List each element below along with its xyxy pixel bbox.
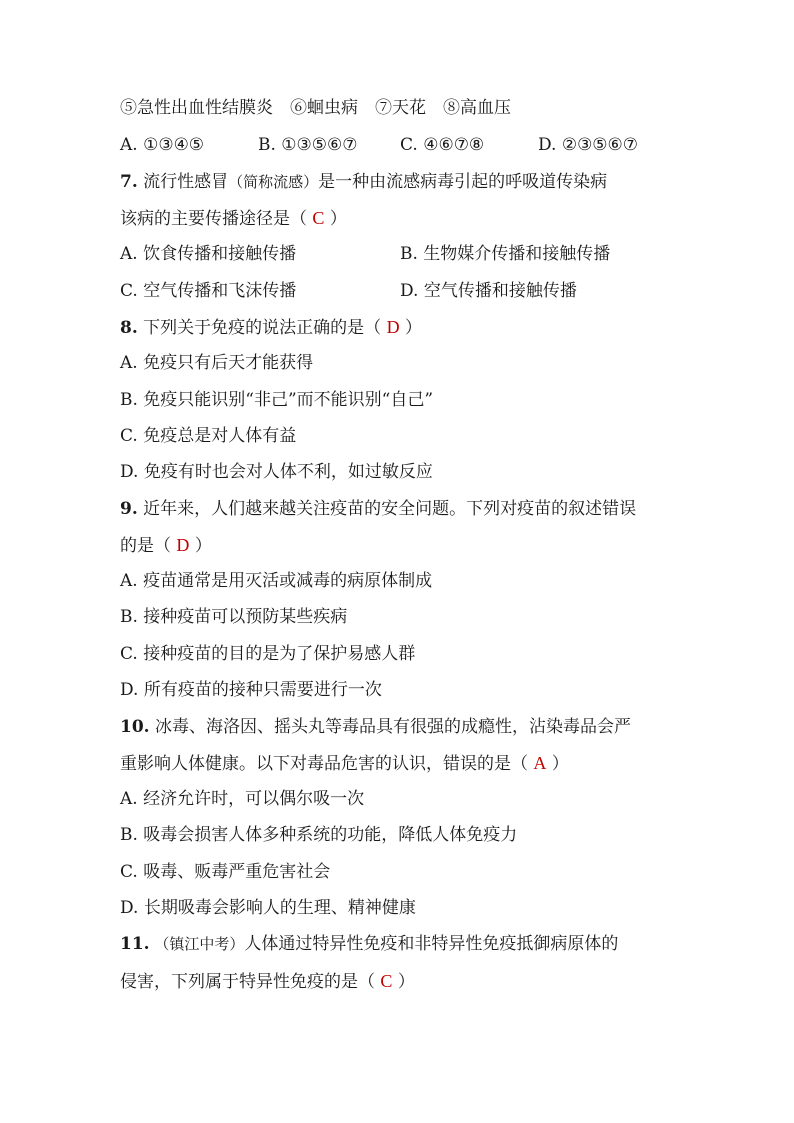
q7-option-d: D. 空气传播和接触传播 xyxy=(400,281,577,301)
q7-stem-line2 xyxy=(120,207,347,230)
q9-stem-line1-text: 近年来，人们越来越关注疫苗的安全问题。下列对疫苗的叙述错误 xyxy=(137,499,637,519)
q8-stem-text: 下列关于免疫的说法正确的是（ xyxy=(137,318,382,338)
q11-close-paren: ） xyxy=(397,972,415,992)
q7-stem-line2-text: 该病的主要传播途径是（ xyxy=(120,209,307,229)
q9-stem-line2 xyxy=(120,534,212,557)
q7-option-c: C. 空气传播和飞沫传播 xyxy=(120,281,297,301)
q9-option-d: D. 所有疫苗的接种只需要进行一次 xyxy=(120,680,382,700)
q9-answer: D xyxy=(176,535,190,555)
q8-number: 8. xyxy=(120,318,138,338)
q10-option-d: D. 长期吸毒会影响人的生理、精神健康 xyxy=(120,898,416,918)
q7-close-paren: ） xyxy=(329,209,347,229)
q10-option-c: C. 吸毒、贩毒严重危害社会 xyxy=(120,862,331,882)
q7-stem-note: （简称流感） xyxy=(228,173,319,191)
q8-answer: D xyxy=(386,317,400,337)
q7-stem-line1 xyxy=(120,171,607,193)
q7-options-row1 xyxy=(120,243,611,265)
q8-option-b: B. 免疫只能识别“非己”而不能识别“自己” xyxy=(120,390,434,410)
q7-stem-a: 流行性感冒 xyxy=(137,172,229,192)
q10-option-b: B. 吸毒会损害人体多种系统的功能，降低人体免疫力 xyxy=(120,825,518,845)
q8-close-paren: ） xyxy=(404,318,422,338)
q9-close-paren: ） xyxy=(194,536,212,556)
q10-answer: A xyxy=(533,753,547,773)
q8-option-a: A. 免疫只有后天才能获得 xyxy=(120,353,314,373)
q10-stem-line1-text: 冰毒、海洛因、摇头丸等毒品具有很强的成瘾性，沾染毒品会严 xyxy=(149,717,631,737)
q9-number: 9. xyxy=(120,499,138,519)
q9-stem-line2-text: 的是（ xyxy=(120,536,171,556)
q10-stem-line1 xyxy=(120,716,631,738)
q9-option-c: C. 接种疫苗的目的是为了保护易感人群 xyxy=(120,644,416,664)
q6-option-a: A. ①③④⑤ xyxy=(120,135,205,155)
q11-stem-line1 xyxy=(120,933,618,955)
q6-option-b: B. ①③⑤⑥⑦ xyxy=(258,135,358,155)
q6-option-c: C. ④⑥⑦⑧ xyxy=(400,135,485,155)
q10-number: 10. xyxy=(120,717,150,737)
q9-stem-line1 xyxy=(120,498,636,520)
q8-option-c: C. 免疫总是对人体有益 xyxy=(120,426,297,446)
q10-close-paren: ） xyxy=(551,754,569,774)
q11-stem-line2-text: 侵害，下列属于特异性免疫的是（ xyxy=(120,972,375,992)
q7-options-row2 xyxy=(120,280,577,302)
q11-stem-line2 xyxy=(120,970,415,993)
q6-option-d: D. ②③⑤⑥⑦ xyxy=(538,135,639,155)
q10-stem-line2 xyxy=(120,752,569,775)
q11-source-note: （镇江中考） xyxy=(149,935,245,953)
q11-number: 11. xyxy=(120,934,150,954)
q8-option-d: D. 免疫有时也会对人体不利，如过敏反应 xyxy=(120,462,433,482)
q9-option-b: B. 接种疫苗可以预防某些疾病 xyxy=(120,607,348,627)
q9-option-a: A. 疫苗通常是用灭活或减毒的病原体制成 xyxy=(120,571,433,591)
q7-option-a: A. 饮食传播和接触传播 xyxy=(120,244,297,264)
q8-stem xyxy=(120,316,422,339)
q7-number: 7. xyxy=(120,172,138,192)
q6-items-line: ⑤急性出血性结膜炎 ⑥蛔虫病 ⑦天花 ⑧高血压 xyxy=(120,98,511,118)
q7-stem-b: 是一种由流感病毒引起的呼吸道传染病 xyxy=(318,172,608,192)
q10-stem-line2-text: 重影响人体健康。以下对毒品危害的认识，错误的是（ xyxy=(120,754,528,774)
q11-stem-line1-text: 人体通过特异性免疫和非特异性免疫抵御病原体的 xyxy=(244,934,619,954)
q7-answer: C xyxy=(312,208,325,228)
q11-answer: C xyxy=(380,971,393,991)
q7-option-b: B. 生物媒介传播和接触传播 xyxy=(400,244,611,264)
q10-option-a: A. 经济允许时，可以偶尔吸一次 xyxy=(120,789,365,809)
